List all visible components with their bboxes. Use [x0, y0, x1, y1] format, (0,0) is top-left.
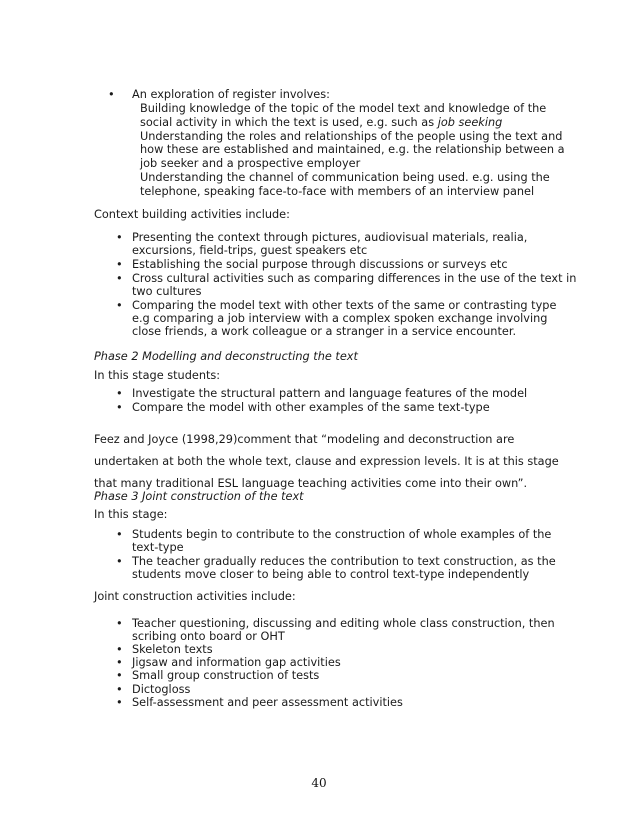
register-line: Building knowledge of the topic of the model text and knowledge of the — [140, 102, 547, 115]
job-seeking-emphasis: job seeking — [437, 115, 503, 129]
context-item-1-cont: excursions, field-trips, guest speakers etc — [132, 244, 368, 258]
joint-item-3: Jigsaw and information gap activities — [132, 656, 341, 670]
context-item-3: Cross cultural activities such as comparing differences in the use of the text in — [132, 271, 577, 285]
bullet-icon: • — [116, 656, 123, 670]
phase-3-item-1: Students begin to contribute to the construction of whole examples of the — [132, 528, 552, 541]
feez-joyce-quote-line: that many traditional ESL language teaching activities come into their own”. — [94, 477, 528, 490]
phase-3-item-2: The teacher gradually reduces the contribution to text construction, as the — [132, 555, 556, 568]
phase-2-heading: Phase 2 Modelling and deconstructing the text — [94, 350, 358, 363]
register-line: Understanding the channel of communication being used. e.g. using the — [140, 171, 550, 184]
bullet-icon: • — [116, 231, 123, 244]
joint-item-4: Small group construction of tests — [132, 669, 320, 683]
bullet-icon: • — [116, 528, 123, 541]
bullet-icon: • — [116, 387, 123, 400]
context-item-4: Comparing the model text with other texts of the same or contrasting type — [132, 298, 557, 312]
bullet-icon: • — [116, 555, 123, 568]
bullet-icon: • — [116, 643, 123, 656]
context-intro: Context building activities include: — [94, 208, 290, 221]
context-item-4-cont: e.g comparing a job interview with a complex spoken exchange involving — [132, 312, 548, 325]
bullet-icon: • — [116, 258, 123, 271]
feez-joyce-quote-line: Feez and Joyce (1998,29)comment that “modeling and deconstruction are — [94, 433, 515, 446]
phase-3-item-1-cont: text-type — [132, 541, 184, 555]
bullet-icon: • — [116, 400, 123, 414]
bullet-icon: • — [116, 271, 123, 285]
joint-item-1-cont: scribing onto board or OHT — [132, 629, 285, 643]
register-line: social activity in which the text is used, e.g. such as job seeking — [140, 115, 503, 129]
joint-item-6: Self-assessment and peer assessment activities — [132, 695, 403, 709]
phase-3-intro: In this stage: — [94, 508, 168, 521]
joint-intro: Joint construction activities include: — [94, 590, 296, 603]
context-item-2: Establishing the social purpose through discussions or surveys etc — [132, 258, 508, 271]
register-line: Understanding the roles and relationships of the people using the text and — [140, 129, 563, 143]
feez-joyce-quote-line: undertaken at both the whole text, clause and expression levels. It is at this stage — [94, 455, 559, 468]
phase-2-item-1: Investigate the structural pattern and language features of the model — [132, 387, 528, 400]
register-line: telephone, speaking face-to-face with members of an interview panel — [140, 184, 535, 198]
register-bullet-text: An exploration of register involves: — [132, 88, 330, 101]
joint-item-2: Skeleton texts — [132, 643, 213, 656]
context-item-4-cont: close friends, a work colleague or a stranger in a service encounter. — [132, 325, 517, 339]
bullet-icon: • — [116, 669, 123, 683]
context-item-3-cont: two cultures — [132, 285, 202, 298]
bullet-icon: • — [116, 617, 123, 630]
joint-item-1: Teacher questioning, discussing and editing whole class construction, then — [132, 617, 555, 630]
page-number: 40 — [311, 776, 327, 790]
joint-item-5: Dictogloss — [132, 682, 191, 696]
bullet-icon: • — [108, 88, 115, 101]
phase-2-item-2: Compare the model with other examples of the same text-type — [132, 400, 490, 414]
phase-2-intro: In this stage students: — [94, 369, 221, 382]
bullet-icon: • — [116, 682, 123, 696]
bullet-icon: • — [116, 298, 123, 312]
register-line: job seeker and a prospective employer — [140, 157, 361, 171]
phase-3-item-2-cont: students move closer to being able to control text-type independently — [132, 568, 530, 582]
phase-3-heading: Phase 3 Joint construction of the text — [94, 490, 304, 503]
register-line: how these are established and maintained, e.g. the relationship between a — [140, 143, 565, 157]
bullet-icon: • — [116, 695, 123, 709]
context-item-1: Presenting the context through pictures, audiovisual materials, realia, — [132, 231, 528, 244]
